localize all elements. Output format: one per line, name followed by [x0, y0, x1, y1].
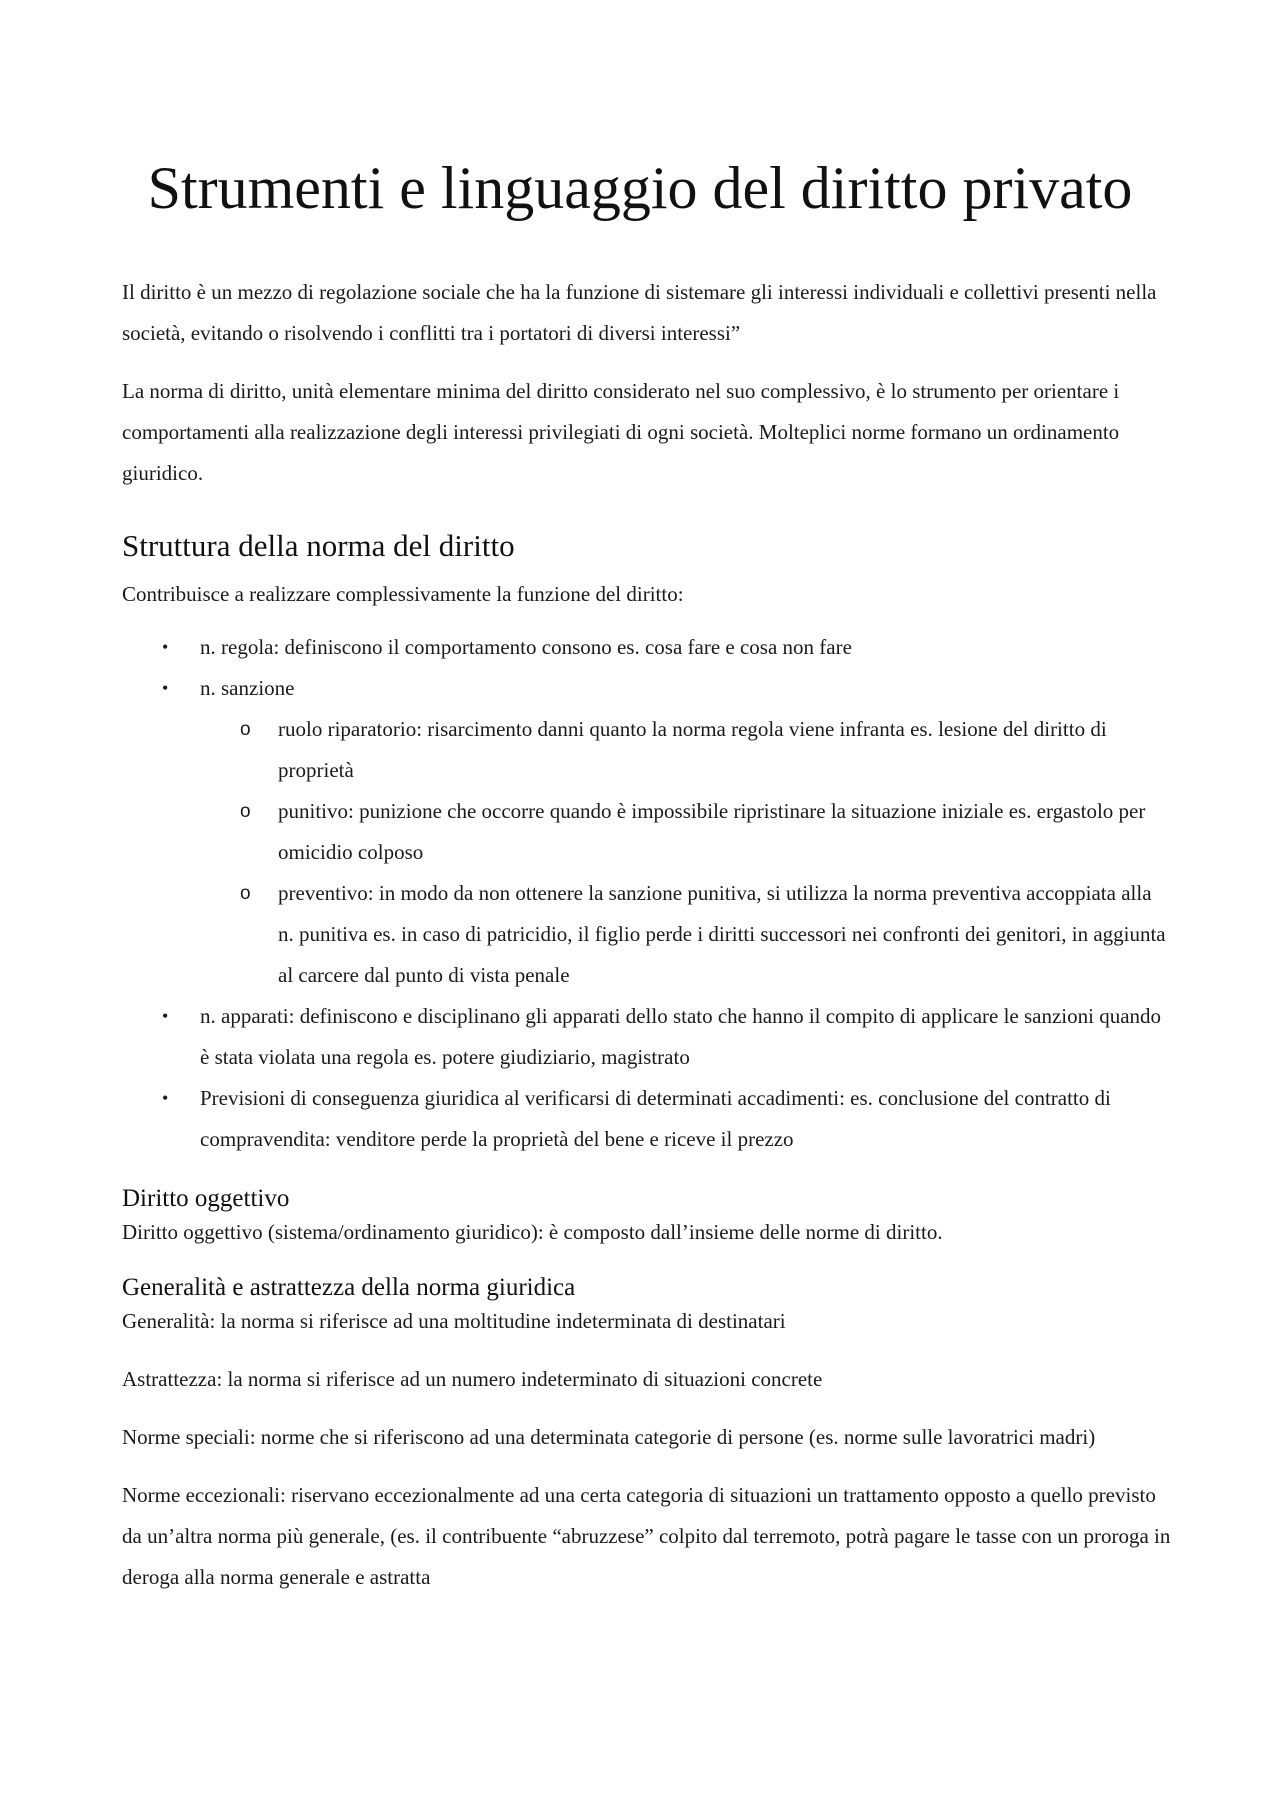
sublist-item — [200, 791, 1172, 873]
oggettivo-text: Diritto oggettivo (sistema/ordinamento giuridico): è composto dall’insieme delle norme di diritto. — [122, 1220, 943, 1244]
list-item — [122, 668, 1172, 996]
list-item-text: n. sanzione — [200, 676, 295, 700]
struttura-list — [122, 627, 1172, 1160]
sublist-item-text: preventivo: in modo da non ottenere la sanzione punitiva, si utilizza la norma preventiva accoppiata alla n. punitiva es. in caso di patricidio, il figlio perde i diritti successori nei confronti dei genitori, in aggiunta al carcere dal punto di vista penale — [278, 881, 1166, 987]
intro-paragraph-1: Il diritto è un mezzo di regolazione sociale che ha la funzione di sistemare gli interessi individuali e collettivi presenti nella società, evitando o risolvendo i conflitti tra i portatori di diversi interessi” — [122, 280, 1157, 345]
circle-bullet-icon: o — [240, 801, 251, 822]
intro-paragraph-2: La norma di diritto, unità elementare minima del diritto considerato nel suo complessivo, è lo strumento per orientare i comportamenti alla realizzazione degli interessi privilegiati di ogni società. Molteplici norme formano un ordinamento giuridico. — [122, 379, 1120, 485]
section-heading-oggettivo: Diritto oggettivo — [122, 1185, 290, 1212]
astrattezza-paragraph: Astrattezza: la norma si riferisce ad un numero indeterminato di situazioni concrete — [122, 1367, 823, 1391]
list-item — [122, 996, 1172, 1078]
bullet-icon: • — [162, 678, 169, 698]
section-heading-generalita: Generalità e astrattezza della norma giuridica — [122, 1274, 576, 1301]
sublist-item-text: punitivo: punizione che occorre quando è impossibile ripristinare la situazione iniziale es. ergastolo per omicidio colposo — [278, 799, 1146, 864]
document-body — [122, 272, 1172, 1615]
sublist-item-text: ruolo riparatorio: risarcimento danni quanto la norma regola viene infranta es. lesione del diritto di proprietà — [278, 717, 1107, 782]
list-item-text: n. apparati: definiscono e disciplinano gli apparati dello stato che hanno il compito di applicare le sanzioni quando è stata violata una regola es. potere giudiziario, magistrato — [200, 1004, 1162, 1069]
norme-eccezionali-paragraph: Norme eccezionali: riservano eccezionalmente ad una certa categoria di situazioni un trattamento opposto a quello previsto da un’altra norma più generale, (es. il contribuente “abruzzese” colpito dal terremoto, potrà pagare le tasse con un proroga in deroga alla norma generale e astratta — [122, 1483, 1171, 1589]
struttura-lead: Contribuisce a realizzare complessivamente la funzione del diritto: — [122, 582, 684, 606]
list-item-text: Previsioni di conseguenza giuridica al verificarsi di determinati accadimenti: es. conclusione del contratto di compravendita: venditore perde la proprietà del bene e riceve il prezzo — [200, 1086, 1111, 1151]
list-item — [122, 627, 1172, 668]
sublist-item — [200, 709, 1172, 791]
list-item-text: n. regola: definiscono il comportamento consono es. cosa fare e cosa non fare — [200, 635, 852, 659]
norme-speciali-paragraph: Norme speciali: norme che si riferiscono ad una determinata categorie di persone (es. norme sulle lavoratrici madri) — [122, 1425, 1096, 1449]
generalita-paragraph: Generalità: la norma si riferisce ad una moltitudine indeterminata di destinatari — [122, 1309, 786, 1333]
bullet-icon: • — [162, 1088, 169, 1108]
list-item — [122, 1078, 1172, 1160]
circle-bullet-icon: o — [240, 883, 251, 904]
sublist-item — [200, 873, 1172, 996]
bullet-icon: • — [162, 637, 169, 657]
circle-bullet-icon: o — [240, 719, 251, 740]
bullet-icon: • — [162, 1006, 169, 1026]
page-title: Strumenti e linguaggio del diritto privato — [147, 155, 1133, 221]
sanzione-sublist — [200, 709, 1172, 996]
section-heading-struttura: Struttura della norma del diritto — [122, 528, 515, 563]
